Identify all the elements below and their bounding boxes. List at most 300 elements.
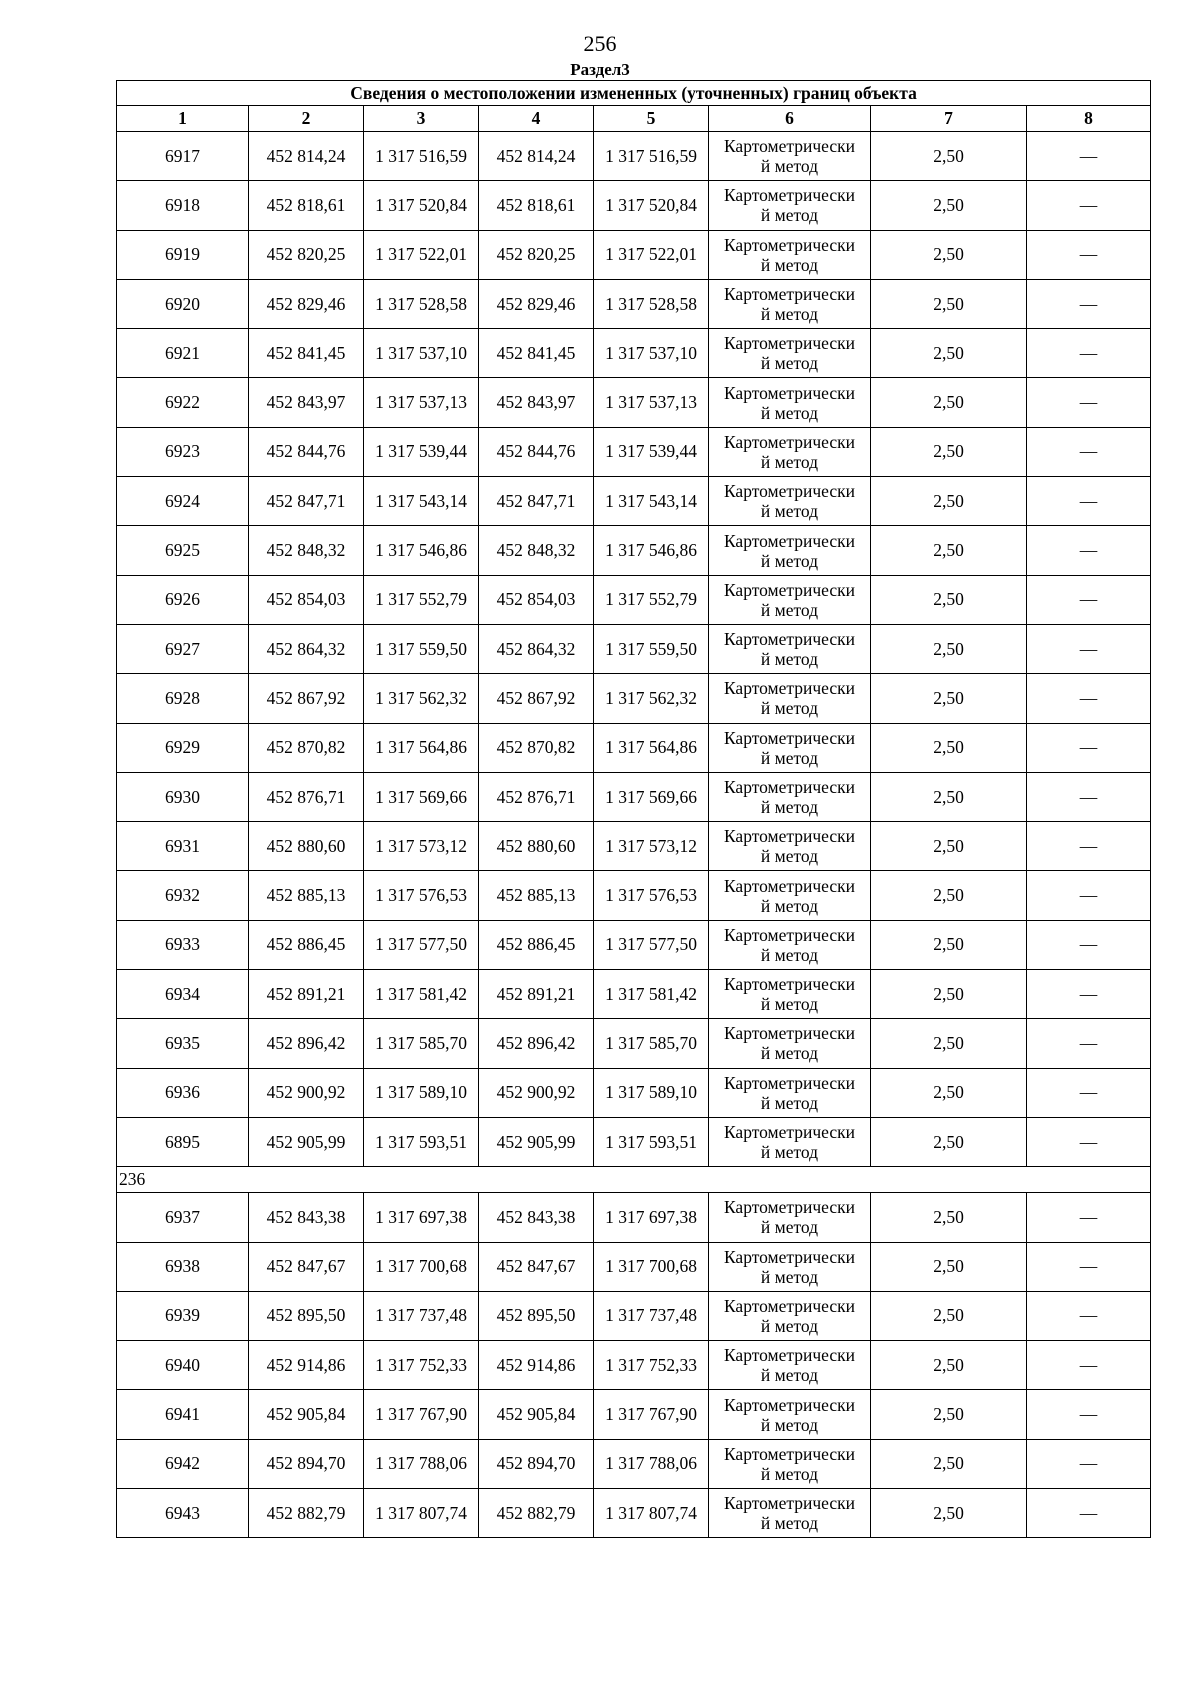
method-line-2: й метод — [760, 994, 819, 1015]
table-row — [117, 230, 1151, 279]
method-line-2: й метод — [760, 501, 819, 522]
y-new-cell: 1 317 520,84 — [594, 181, 709, 230]
y-new-cell: 1 317 546,86 — [594, 526, 709, 575]
method-line-1: Картометрически — [723, 1023, 856, 1044]
description-cell: — — [1027, 624, 1151, 673]
method-line-1: Картометрически — [723, 185, 856, 206]
method-line-2: й метод — [760, 797, 819, 817]
x-existing-cell: 452 854,03 — [249, 575, 364, 624]
x-existing-cell: 452 885,13 — [249, 871, 364, 920]
method-line-1: Картометрически — [723, 481, 856, 502]
accuracy-cell: 2,50 — [871, 575, 1027, 624]
y-new-cell: 1 317 585,70 — [594, 1019, 709, 1068]
x-new-cell: 452 880,60 — [479, 822, 594, 871]
y-existing-cell: 1 317 593,51 — [364, 1117, 479, 1166]
table-row — [117, 920, 1151, 969]
description-cell: — — [1027, 575, 1151, 624]
x-new-cell: 452 864,32 — [479, 624, 594, 673]
x-new-cell: 452 843,38 — [479, 1193, 594, 1242]
accuracy-cell: 2,50 — [871, 1117, 1027, 1166]
accuracy-cell: 2,50 — [871, 871, 1027, 920]
table-row — [117, 477, 1151, 526]
method-line-1: Картометрически — [723, 382, 856, 403]
y-new-cell: 1 317 537,13 — [594, 378, 709, 427]
accuracy-cell: 2,50 — [871, 1489, 1027, 1538]
method-line-1: Картометрически — [723, 234, 856, 255]
x-new-cell: 452 847,71 — [479, 477, 594, 526]
description-cell: — — [1027, 230, 1151, 279]
point-number-cell: 6937 — [117, 1193, 249, 1242]
method-line-1: Картометрически — [723, 678, 856, 699]
accuracy-cell: 2,50 — [871, 1242, 1027, 1291]
accuracy-cell: 2,50 — [871, 132, 1027, 181]
y-new-cell: 1 317 697,38 — [594, 1193, 709, 1242]
description-cell: — — [1027, 723, 1151, 772]
method-line-2: й метод — [760, 944, 819, 965]
y-new-cell: 1 317 767,90 — [594, 1390, 709, 1439]
y-existing-cell: 1 317 562,32 — [364, 674, 479, 723]
x-new-cell: 452 900,92 — [479, 1068, 594, 1117]
method-cell — [709, 723, 871, 772]
x-existing-cell: 452 870,82 — [249, 723, 364, 772]
column-header: 5 — [594, 106, 709, 132]
method-cell — [709, 1341, 871, 1390]
y-new-cell: 1 317 581,42 — [594, 970, 709, 1019]
group-row — [117, 1167, 1151, 1193]
point-number-cell: 6925 — [117, 526, 249, 575]
table-row — [117, 378, 1151, 427]
x-new-cell: 452 841,45 — [479, 329, 594, 378]
y-new-cell: 1 317 537,10 — [594, 329, 709, 378]
method-cell — [709, 132, 871, 181]
description-cell: — — [1027, 1439, 1151, 1488]
accuracy-cell: 2,50 — [871, 427, 1027, 476]
y-new-cell: 1 317 700,68 — [594, 1242, 709, 1291]
x-new-cell: 452 829,46 — [479, 279, 594, 328]
method-line-2: й метод — [760, 747, 819, 768]
method-line-2: й метод — [760, 1217, 819, 1238]
x-existing-cell: 452 820,25 — [249, 230, 364, 279]
y-existing-cell: 1 317 546,86 — [364, 526, 479, 575]
y-existing-cell: 1 317 537,10 — [364, 329, 479, 378]
description-cell: — — [1027, 1341, 1151, 1390]
coordinates-table — [116, 80, 1151, 1538]
description-cell: — — [1027, 132, 1151, 181]
group-label: 236 — [117, 1167, 1151, 1193]
x-new-cell: 452 905,99 — [479, 1117, 594, 1166]
table-row — [117, 181, 1151, 230]
y-new-cell: 1 317 577,50 — [594, 920, 709, 969]
method-cell — [709, 1489, 871, 1538]
method-cell — [709, 1117, 871, 1166]
x-existing-cell: 452 891,21 — [249, 970, 364, 1019]
table-row — [117, 132, 1151, 181]
x-existing-cell: 452 880,60 — [249, 822, 364, 871]
table-row — [117, 822, 1151, 871]
table-row — [117, 1439, 1151, 1488]
description-cell: — — [1027, 970, 1151, 1019]
method-cell — [709, 822, 871, 871]
x-existing-cell: 452 847,67 — [249, 1242, 364, 1291]
x-new-cell: 452 844,76 — [479, 427, 594, 476]
method-line-2: й метод — [760, 1142, 819, 1163]
y-existing-cell: 1 317 559,50 — [364, 624, 479, 673]
description-cell: — — [1027, 378, 1151, 427]
y-new-cell: 1 317 569,66 — [594, 772, 709, 821]
method-line-2: й метод — [760, 1513, 819, 1534]
point-number-cell: 6931 — [117, 822, 249, 871]
table-row — [117, 279, 1151, 328]
x-new-cell: 452 870,82 — [479, 723, 594, 772]
x-new-cell: 452 891,21 — [479, 970, 594, 1019]
y-existing-cell: 1 317 516,59 — [364, 132, 479, 181]
y-new-cell: 1 317 576,53 — [594, 871, 709, 920]
x-existing-cell: 452 864,32 — [249, 624, 364, 673]
y-existing-cell: 1 317 539,44 — [364, 427, 479, 476]
method-cell — [709, 279, 871, 328]
table-row — [117, 1068, 1151, 1117]
table-row — [117, 575, 1151, 624]
y-existing-cell: 1 317 573,12 — [364, 822, 479, 871]
y-existing-cell: 1 317 537,13 — [364, 378, 479, 427]
x-existing-cell: 452 848,32 — [249, 526, 364, 575]
x-new-cell: 452 914,86 — [479, 1341, 594, 1390]
y-existing-cell: 1 317 737,48 — [364, 1291, 479, 1340]
y-existing-cell: 1 317 585,70 — [364, 1019, 479, 1068]
method-line-2: й метод — [760, 599, 819, 620]
section-title: Раздел3 — [570, 60, 630, 79]
x-new-cell: 452 894,70 — [479, 1439, 594, 1488]
table-row — [117, 1019, 1151, 1068]
method-line-1: Картометрически — [723, 924, 856, 945]
x-existing-cell: 452 818,61 — [249, 181, 364, 230]
description-cell: — — [1027, 1291, 1151, 1340]
y-new-cell: 1 317 522,01 — [594, 230, 709, 279]
table-row — [117, 427, 1151, 476]
y-new-cell: 1 317 539,44 — [594, 427, 709, 476]
method-line-1: Картометрически — [723, 530, 856, 551]
x-new-cell: 452 814,24 — [479, 132, 594, 181]
y-existing-cell: 1 317 569,66 — [364, 772, 479, 821]
method-line-1: Картометрически — [723, 1122, 856, 1143]
method-line-1: Картометрически — [723, 1493, 856, 1514]
column-header: 8 — [1027, 106, 1151, 132]
method-cell — [709, 378, 871, 427]
x-existing-cell: 452 844,76 — [249, 427, 364, 476]
description-cell: — — [1027, 526, 1151, 575]
method-line-1: Картометрически — [723, 629, 856, 650]
point-number-cell: 6922 — [117, 378, 249, 427]
method-cell — [709, 329, 871, 378]
point-number-cell: 6935 — [117, 1019, 249, 1068]
column-header: 6 — [709, 106, 871, 132]
x-new-cell: 452 847,67 — [479, 1242, 594, 1291]
point-number-cell: 6919 — [117, 230, 249, 279]
y-existing-cell: 1 317 581,42 — [364, 970, 479, 1019]
y-new-cell: 1 317 593,51 — [594, 1117, 709, 1166]
method-line-2: й метод — [760, 451, 819, 472]
method-line-2: й метод — [760, 1043, 819, 1064]
method-line-1: Картометрически — [723, 974, 856, 995]
method-line-1: Картометрически — [723, 1246, 856, 1267]
method-line-1: Картометрически — [723, 1295, 856, 1316]
point-number-cell: 6918 — [117, 181, 249, 230]
description-cell: — — [1027, 772, 1151, 821]
method-line-1: Картометрически — [723, 431, 856, 452]
method-cell — [709, 1019, 871, 1068]
y-existing-cell: 1 317 700,68 — [364, 1242, 479, 1291]
accuracy-cell: 2,50 — [871, 329, 1027, 378]
table-caption-row — [117, 81, 1151, 106]
y-existing-cell: 1 317 552,79 — [364, 575, 479, 624]
point-number-cell: 6928 — [117, 674, 249, 723]
accuracy-cell: 2,50 — [871, 674, 1027, 723]
y-existing-cell: 1 317 589,10 — [364, 1068, 479, 1117]
x-existing-cell: 452 814,24 — [249, 132, 364, 181]
x-new-cell: 452 885,13 — [479, 871, 594, 920]
y-existing-cell: 1 317 807,74 — [364, 1489, 479, 1538]
x-existing-cell: 452 876,71 — [249, 772, 364, 821]
description-cell: — — [1027, 822, 1151, 871]
y-new-cell: 1 317 807,74 — [594, 1489, 709, 1538]
method-cell — [709, 230, 871, 279]
method-line-2: й метод — [760, 698, 819, 719]
description-cell: — — [1027, 279, 1151, 328]
method-line-1: Картометрически — [723, 727, 856, 748]
x-new-cell: 452 867,92 — [479, 674, 594, 723]
method-cell — [709, 1439, 871, 1488]
method-line-1: Картометрически — [723, 777, 856, 797]
method-cell — [709, 970, 871, 1019]
x-new-cell: 452 876,71 — [479, 772, 594, 821]
x-existing-cell: 452 843,38 — [249, 1193, 364, 1242]
y-new-cell: 1 317 737,48 — [594, 1291, 709, 1340]
y-existing-cell: 1 317 520,84 — [364, 181, 479, 230]
x-existing-cell: 452 867,92 — [249, 674, 364, 723]
x-existing-cell: 452 829,46 — [249, 279, 364, 328]
y-new-cell: 1 317 573,12 — [594, 822, 709, 871]
method-cell — [709, 871, 871, 920]
accuracy-cell: 2,50 — [871, 230, 1027, 279]
table-row — [117, 1117, 1151, 1166]
y-new-cell: 1 317 752,33 — [594, 1341, 709, 1390]
y-existing-cell: 1 317 752,33 — [364, 1341, 479, 1390]
table-row — [117, 329, 1151, 378]
accuracy-cell: 2,50 — [871, 970, 1027, 1019]
table-row — [117, 772, 1151, 821]
point-number-cell: 6933 — [117, 920, 249, 969]
y-existing-cell: 1 317 788,06 — [364, 1439, 479, 1488]
y-new-cell: 1 317 543,14 — [594, 477, 709, 526]
y-new-cell: 1 317 564,86 — [594, 723, 709, 772]
y-existing-cell: 1 317 543,14 — [364, 477, 479, 526]
table-header-row — [117, 106, 1151, 132]
x-existing-cell: 452 900,92 — [249, 1068, 364, 1117]
description-cell: — — [1027, 1193, 1151, 1242]
method-line-2: й метод — [760, 254, 819, 275]
method-cell — [709, 1242, 871, 1291]
table-row — [117, 1291, 1151, 1340]
method-line-2: й метод — [760, 1463, 819, 1484]
x-existing-cell: 452 882,79 — [249, 1489, 364, 1538]
table-row — [117, 1390, 1151, 1439]
point-number-cell: 6934 — [117, 970, 249, 1019]
x-existing-cell: 452 894,70 — [249, 1439, 364, 1488]
method-cell — [709, 624, 871, 673]
page-number: 256 — [583, 31, 617, 56]
accuracy-cell: 2,50 — [871, 1019, 1027, 1068]
point-number-cell: 6921 — [117, 329, 249, 378]
x-existing-cell: 452 843,97 — [249, 378, 364, 427]
accuracy-cell: 2,50 — [871, 822, 1027, 871]
point-number-cell: 6939 — [117, 1291, 249, 1340]
method-line-1: Картометрически — [723, 333, 856, 354]
method-line-1: Картометрически — [723, 1345, 856, 1366]
description-cell: — — [1027, 1390, 1151, 1439]
method-line-1: Картометрически — [723, 579, 856, 600]
x-existing-cell: 452 896,42 — [249, 1019, 364, 1068]
point-number-cell: 6932 — [117, 871, 249, 920]
table-caption: Сведения о местоположении измененных (уточненных) границ объекта — [117, 81, 1151, 106]
y-existing-cell: 1 317 577,50 — [364, 920, 479, 969]
method-line-1: Картометрически — [723, 284, 856, 305]
table-row — [117, 723, 1151, 772]
y-existing-cell: 1 317 767,90 — [364, 1390, 479, 1439]
method-cell — [709, 181, 871, 230]
method-line-2: й метод — [760, 846, 819, 867]
accuracy-cell: 2,50 — [871, 1439, 1027, 1488]
column-header: 2 — [249, 106, 364, 132]
point-number-cell: 6927 — [117, 624, 249, 673]
point-number-cell: 6938 — [117, 1242, 249, 1291]
table-row — [117, 674, 1151, 723]
point-number-cell: 6942 — [117, 1439, 249, 1488]
description-cell: — — [1027, 1242, 1151, 1291]
accuracy-cell: 2,50 — [871, 723, 1027, 772]
y-new-cell: 1 317 516,59 — [594, 132, 709, 181]
x-existing-cell: 452 905,99 — [249, 1117, 364, 1166]
method-cell — [709, 526, 871, 575]
x-existing-cell: 452 841,45 — [249, 329, 364, 378]
method-line-1: Картометрически — [723, 1072, 856, 1093]
method-line-2: й метод — [760, 550, 819, 571]
y-existing-cell: 1 317 697,38 — [364, 1193, 479, 1242]
accuracy-cell: 2,50 — [871, 624, 1027, 673]
table-row — [117, 1193, 1151, 1242]
method-line-2: й метод — [760, 895, 819, 916]
x-existing-cell: 452 905,84 — [249, 1390, 364, 1439]
x-new-cell: 452 886,45 — [479, 920, 594, 969]
y-existing-cell: 1 317 528,58 — [364, 279, 479, 328]
accuracy-cell: 2,50 — [871, 526, 1027, 575]
accuracy-cell: 2,50 — [871, 477, 1027, 526]
description-cell: — — [1027, 1489, 1151, 1538]
accuracy-cell: 2,50 — [871, 920, 1027, 969]
table-row — [117, 1489, 1151, 1538]
accuracy-cell: 2,50 — [871, 279, 1027, 328]
method-line-1: Картометрически — [723, 826, 856, 847]
method-line-1: Картометрически — [723, 1197, 856, 1218]
table-row — [117, 526, 1151, 575]
point-number-cell: 6923 — [117, 427, 249, 476]
method-cell — [709, 1291, 871, 1340]
point-number-cell: 6930 — [117, 772, 249, 821]
point-number-cell: 6924 — [117, 477, 249, 526]
x-existing-cell: 452 886,45 — [249, 920, 364, 969]
description-cell: — — [1027, 181, 1151, 230]
y-new-cell: 1 317 788,06 — [594, 1439, 709, 1488]
column-header: 7 — [871, 106, 1027, 132]
accuracy-cell: 2,50 — [871, 1390, 1027, 1439]
column-header: 1 — [117, 106, 249, 132]
method-line-2: й метод — [760, 156, 819, 177]
point-number-cell: 6929 — [117, 723, 249, 772]
table-row — [117, 970, 1151, 1019]
x-new-cell: 452 905,84 — [479, 1390, 594, 1439]
x-new-cell: 452 848,32 — [479, 526, 594, 575]
method-cell — [709, 1193, 871, 1242]
accuracy-cell: 2,50 — [871, 1291, 1027, 1340]
method-cell — [709, 575, 871, 624]
method-line-2: й метод — [760, 402, 819, 423]
table-row — [117, 1341, 1151, 1390]
accuracy-cell: 2,50 — [871, 1193, 1027, 1242]
table-row — [117, 624, 1151, 673]
x-existing-cell: 452 847,71 — [249, 477, 364, 526]
description-cell: — — [1027, 871, 1151, 920]
method-line-2: й метод — [760, 1315, 819, 1336]
y-existing-cell: 1 317 564,86 — [364, 723, 479, 772]
method-cell — [709, 427, 871, 476]
x-new-cell: 452 854,03 — [479, 575, 594, 624]
description-cell: — — [1027, 427, 1151, 476]
method-line-2: й метод — [760, 304, 819, 325]
method-line-1: Картометрически — [723, 875, 856, 896]
x-new-cell: 452 818,61 — [479, 181, 594, 230]
y-new-cell: 1 317 552,79 — [594, 575, 709, 624]
accuracy-cell: 2,50 — [871, 181, 1027, 230]
x-new-cell: 452 895,50 — [479, 1291, 594, 1340]
method-line-2: й метод — [760, 205, 819, 226]
accuracy-cell: 2,50 — [871, 1341, 1027, 1390]
description-cell: — — [1027, 329, 1151, 378]
method-line-1: Картометрически — [723, 1443, 856, 1464]
description-cell: — — [1027, 1117, 1151, 1166]
point-number-cell: 6920 — [117, 279, 249, 328]
x-existing-cell: 452 895,50 — [249, 1291, 364, 1340]
column-header: 3 — [364, 106, 479, 132]
table-row — [117, 871, 1151, 920]
method-line-1: Картометрически — [723, 1394, 856, 1415]
method-cell — [709, 920, 871, 969]
accuracy-cell: 2,50 — [871, 772, 1027, 821]
method-line-2: й метод — [760, 1365, 819, 1386]
x-existing-cell: 452 914,86 — [249, 1341, 364, 1390]
description-cell: — — [1027, 674, 1151, 723]
y-new-cell: 1 317 589,10 — [594, 1068, 709, 1117]
y-existing-cell: 1 317 576,53 — [364, 871, 479, 920]
method-line-2: й метод — [760, 1266, 819, 1287]
method-line-2: й метод — [760, 353, 819, 374]
method-line-2: й метод — [760, 1414, 819, 1435]
y-new-cell: 1 317 528,58 — [594, 279, 709, 328]
description-cell: — — [1027, 1019, 1151, 1068]
point-number-cell: 6941 — [117, 1390, 249, 1439]
method-cell — [709, 1390, 871, 1439]
method-cell — [709, 1068, 871, 1117]
x-new-cell: 452 820,25 — [479, 230, 594, 279]
column-header: 4 — [479, 106, 594, 132]
